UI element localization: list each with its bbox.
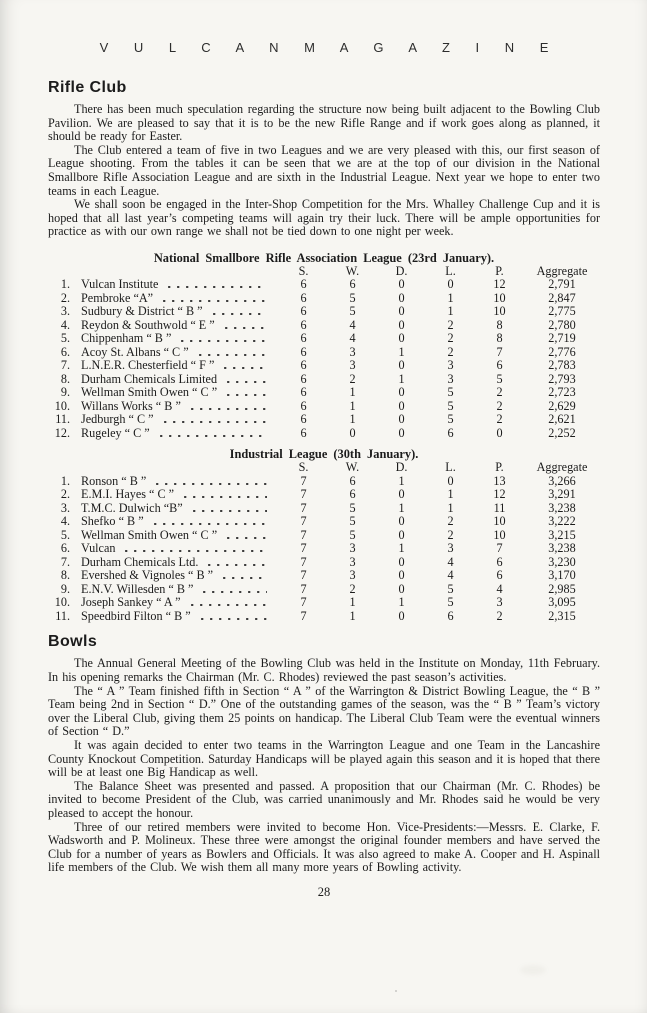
rifle-club-heading: Rifle Club <box>48 79 127 96</box>
column-header-shot: S. <box>298 460 309 475</box>
row-team-name: Wellman Smith Owen “ C ” <box>81 385 218 400</box>
row-lost: 1 <box>447 500 454 515</box>
row-won: 5 <box>349 290 356 305</box>
row-drawn: 0 <box>398 277 405 292</box>
row-drawn: 1 <box>398 344 405 359</box>
row-aggregate: 3,095 <box>548 595 576 610</box>
row-won: 1 <box>349 385 356 400</box>
dot-leader <box>225 327 267 329</box>
dot-leader <box>156 483 267 485</box>
row-lost: 3 <box>447 541 454 556</box>
row-team-name: Sudbury & District “ B ” <box>81 304 203 319</box>
industrial-table-body <box>48 475 600 624</box>
dot-leader <box>227 537 267 539</box>
row-aggregate: 3,266 <box>548 473 576 488</box>
table-row <box>48 346 600 360</box>
row-points: 4 <box>496 581 503 596</box>
row-drawn: 0 <box>398 290 405 305</box>
row-won: 4 <box>349 331 356 346</box>
row-aggregate: 2,775 <box>548 304 576 319</box>
row-won: 1 <box>349 608 356 623</box>
row-won: 0 <box>349 425 356 440</box>
row-team-name: E.M.I. Hayes “ C ” <box>81 487 175 502</box>
row-team-name: Pembroke “A” <box>81 290 154 305</box>
row-team-name: L.N.E.R. Chesterfield “ F ” <box>81 358 215 373</box>
table-row <box>48 292 600 306</box>
row-aggregate: 2,621 <box>548 412 576 427</box>
table-row <box>48 400 600 414</box>
row-points: 10 <box>493 527 506 542</box>
row-aggregate: 3,238 <box>548 500 576 515</box>
table-row <box>48 488 600 502</box>
row-rank: 3. <box>60 500 70 515</box>
bowls-paragraph: The Balance Sheet was presented and passed. A proposition that our Chairman (Mr. C. Rhodes) be invited to become President of the Club, was carried unanimously and Mr. Rhodes said he would be very pleased to accept the honour. <box>48 778 600 820</box>
dot-leader <box>224 367 267 369</box>
row-aggregate: 2,791 <box>548 277 576 292</box>
row-shot: 7 <box>300 595 307 610</box>
row-aggregate: 2,793 <box>548 371 576 386</box>
dot-leader <box>125 550 267 552</box>
row-won: 3 <box>349 344 356 359</box>
row-points: 6 <box>496 358 503 373</box>
rifle-club-paragraph: The Club entered a team of five in two Leagues and we are very pleased with this, our first season of League shooting. From the tables it can be seen that we are at the top of our division in the National Smallbore Rifle Association League and are sixth in the Industrial League. Next year we hope to enter two teams in each League. <box>48 142 600 198</box>
row-shot: 6 <box>300 304 307 319</box>
row-won: 1 <box>349 398 356 413</box>
column-header-points: P. <box>495 263 504 278</box>
row-lost: 1 <box>447 487 454 502</box>
row-lost: 2 <box>447 317 454 332</box>
row-won: 1 <box>349 412 356 427</box>
row-won: 2 <box>349 371 356 386</box>
row-shot: 6 <box>300 277 307 292</box>
row-won: 5 <box>349 527 356 542</box>
row-points: 7 <box>496 541 503 556</box>
row-won: 2 <box>349 581 356 596</box>
row-rank: 6. <box>60 344 70 359</box>
row-shot: 7 <box>300 527 307 542</box>
row-lost: 3 <box>447 371 454 386</box>
table-row <box>48 569 600 583</box>
row-shot: 7 <box>300 608 307 623</box>
row-team-name: Rugeley “ C ” <box>81 425 150 440</box>
row-team-name: Willans Works “ B ” <box>81 398 181 413</box>
row-aggregate: 2,315 <box>548 608 576 623</box>
dot-leader <box>181 340 267 342</box>
row-points: 2 <box>496 608 503 623</box>
row-points: 6 <box>496 568 503 583</box>
row-points: 2 <box>496 398 503 413</box>
dot-leader <box>213 313 267 315</box>
industrial-table-title: Industrial League (30th January). <box>229 447 419 462</box>
row-points: 6 <box>496 554 503 569</box>
row-points: 3 <box>496 595 503 610</box>
row-lost: 0 <box>447 277 454 292</box>
row-rank: 9. <box>60 385 70 400</box>
row-rank: 2. <box>60 290 70 305</box>
table-row <box>48 305 600 319</box>
dot-leader <box>199 354 267 356</box>
industrial-table-header <box>48 461 600 475</box>
row-won: 3 <box>349 568 356 583</box>
row-team-name: Joseph Sankey “ A ” <box>81 595 181 610</box>
dot-leader <box>191 604 267 606</box>
table-row <box>48 583 600 597</box>
column-header-won: W. <box>345 460 360 475</box>
row-lost: 0 <box>447 473 454 488</box>
row-team-name: Evershed & Vignoles “ B ” <box>81 568 214 583</box>
row-aggregate: 2,629 <box>548 398 576 413</box>
row-team-name: Reydon & Southwold “ E ” <box>81 317 215 332</box>
row-shot: 7 <box>300 473 307 488</box>
table-row <box>48 515 600 529</box>
nsra-table-body <box>48 278 600 440</box>
dot-leader <box>193 510 267 512</box>
row-rank: 6. <box>60 541 70 556</box>
row-aggregate: 3,291 <box>548 487 576 502</box>
row-lost: 1 <box>447 304 454 319</box>
row-shot: 7 <box>300 554 307 569</box>
row-team-name: Vulcan Institute <box>81 277 159 292</box>
row-drawn: 1 <box>398 371 405 386</box>
row-won: 5 <box>349 514 356 529</box>
row-shot: 7 <box>300 581 307 596</box>
row-team-name: Chippenham “ B ” <box>81 331 172 346</box>
row-rank: 12. <box>54 425 70 440</box>
row-drawn: 0 <box>398 358 405 373</box>
row-drawn: 0 <box>398 412 405 427</box>
row-rank: 10. <box>54 398 70 413</box>
row-shot: 6 <box>300 331 307 346</box>
row-won: 4 <box>349 317 356 332</box>
bowls-heading: Bowls <box>48 633 98 651</box>
row-rank: 8. <box>60 371 70 386</box>
row-points: 13 <box>493 473 506 488</box>
column-header-lost: L. <box>445 263 456 278</box>
row-aggregate: 2,719 <box>548 331 576 346</box>
row-rank: 11. <box>55 412 70 427</box>
column-header-drawn: D. <box>395 460 408 475</box>
row-rank: 1. <box>60 277 70 292</box>
row-points: 11 <box>493 500 506 515</box>
column-header-drawn: D. <box>395 263 408 278</box>
row-drawn: 0 <box>398 608 405 623</box>
bowls-paragraph: It was again decided to enter two teams in the Warrington League and one Team in the Lancashire County Knockout Competition. Saturday Handicaps will be played again this season and it is hoped that there will be at least one Big Handicap as well. <box>48 738 600 780</box>
row-team-name: Speedbird Filton “ B ” <box>81 608 191 623</box>
nsra-league-table <box>48 251 600 441</box>
row-rank: 7. <box>60 358 70 373</box>
table-row <box>48 278 600 292</box>
table-row <box>48 502 600 516</box>
row-shot: 7 <box>300 568 307 583</box>
column-header-aggregate: Aggregate <box>536 263 588 278</box>
row-aggregate: 2,847 <box>548 290 576 305</box>
column-header-shot: S. <box>298 263 309 278</box>
row-shot: 6 <box>300 412 307 427</box>
scan-artifact <box>395 990 397 992</box>
row-drawn: 0 <box>398 385 405 400</box>
row-shot: 6 <box>300 398 307 413</box>
row-points: 5 <box>496 371 503 386</box>
table-row <box>48 610 600 624</box>
row-shot: 6 <box>300 385 307 400</box>
row-won: 6 <box>349 277 356 292</box>
row-won: 5 <box>349 304 356 319</box>
magazine-masthead: V U L C A N M A G A Z I N E <box>99 40 560 55</box>
nsra-table-title: National Smallbore Rifle Association League (23rd January). <box>153 250 495 265</box>
row-points: 10 <box>493 304 506 319</box>
row-shot: 6 <box>300 317 307 332</box>
row-aggregate: 2,776 <box>548 344 576 359</box>
row-won: 6 <box>349 487 356 502</box>
row-rank: 2. <box>60 487 70 502</box>
row-won: 3 <box>349 554 356 569</box>
row-drawn: 0 <box>398 514 405 529</box>
dot-leader <box>227 381 267 383</box>
row-drawn: 0 <box>398 487 405 502</box>
dot-leader <box>163 300 267 302</box>
row-team-name: Durham Chemicals Ltd. <box>81 554 199 569</box>
dot-leader <box>227 394 267 396</box>
row-rank: 4. <box>60 317 70 332</box>
row-aggregate: 3,230 <box>548 554 576 569</box>
row-shot: 6 <box>300 358 307 373</box>
row-aggregate: 2,780 <box>548 317 576 332</box>
row-drawn: 0 <box>398 331 405 346</box>
row-points: 2 <box>496 412 503 427</box>
row-won: 6 <box>349 473 356 488</box>
row-drawn: 0 <box>398 581 405 596</box>
row-rank: 3. <box>60 304 70 319</box>
row-shot: 6 <box>300 371 307 386</box>
column-header-won: W. <box>345 263 360 278</box>
row-lost: 6 <box>447 608 454 623</box>
row-team-name: Jedburgh “ C ” <box>81 412 154 427</box>
row-drawn: 0 <box>398 527 405 542</box>
row-lost: 6 <box>447 425 454 440</box>
row-points: 2 <box>496 385 503 400</box>
row-lost: 2 <box>447 344 454 359</box>
row-lost: 2 <box>447 527 454 542</box>
row-shot: 7 <box>300 514 307 529</box>
row-points: 12 <box>493 487 506 502</box>
row-lost: 5 <box>447 412 454 427</box>
row-drawn: 1 <box>398 541 405 556</box>
row-won: 5 <box>349 500 356 515</box>
dot-leader <box>160 435 267 437</box>
row-shot: 7 <box>300 541 307 556</box>
row-aggregate: 3,215 <box>548 527 576 542</box>
table-row <box>48 427 600 441</box>
row-rank: 11. <box>55 608 70 623</box>
row-shot: 6 <box>300 344 307 359</box>
row-team-name: Shefko “ B ” <box>81 514 144 529</box>
row-drawn: 1 <box>398 500 405 515</box>
row-won: 3 <box>349 541 356 556</box>
row-rank: 5. <box>60 527 70 542</box>
dot-leader <box>191 408 267 410</box>
table-row <box>48 319 600 333</box>
table-row <box>48 556 600 570</box>
table-row <box>48 596 600 610</box>
row-aggregate: 3,170 <box>548 568 576 583</box>
bowls-paragraph: The Annual General Meeting of the Bowling Club was held in the Institute on Monday, 11th February. In his opening remarks the Chairman (Mr. C. Rhodes) reviewed the past season’s activities. <box>48 656 600 685</box>
row-points: 10 <box>493 514 506 529</box>
table-row <box>48 359 600 373</box>
row-points: 10 <box>493 290 506 305</box>
row-shot: 7 <box>300 487 307 502</box>
row-won: 3 <box>349 358 356 373</box>
dot-leader <box>223 577 267 579</box>
row-rank: 7. <box>60 554 70 569</box>
row-drawn: 0 <box>398 568 405 583</box>
row-rank: 4. <box>60 514 70 529</box>
row-lost: 3 <box>447 358 454 373</box>
row-lost: 4 <box>447 554 454 569</box>
table-row <box>48 386 600 400</box>
row-shot: 7 <box>300 500 307 515</box>
page-number: 28 <box>317 884 331 899</box>
row-aggregate: 3,222 <box>548 514 576 529</box>
table-row <box>48 529 600 543</box>
row-rank: 9. <box>60 581 70 596</box>
row-lost: 5 <box>447 581 454 596</box>
row-lost: 1 <box>447 290 454 305</box>
row-drawn: 0 <box>398 398 405 413</box>
row-team-name: Wellman Smith Owen “ C ” <box>81 527 218 542</box>
dot-leader <box>184 496 267 498</box>
row-shot: 6 <box>300 290 307 305</box>
nsra-table-header <box>48 265 600 279</box>
table-row <box>48 373 600 387</box>
row-drawn: 0 <box>398 317 405 332</box>
row-won: 1 <box>349 595 356 610</box>
row-team-name: T.M.C. Dulwich “B” <box>81 500 183 515</box>
dot-leader <box>154 523 267 525</box>
row-team-name: E.N.V. Willesden “ B ” <box>81 581 194 596</box>
row-aggregate: 2,723 <box>548 385 576 400</box>
row-team-name: Vulcan <box>81 541 116 556</box>
row-aggregate: 2,783 <box>548 358 576 373</box>
row-points: 8 <box>496 331 503 346</box>
row-points: 8 <box>496 317 503 332</box>
bowls-paragraph: Three of our retired members were invited to become Hon. Vice-Presidents:—Messrs. E. Clarke, F. Wadsworth and P. Molineux. These three were amongst the original founder members and have served the Club for a number of years as Bowlers and Officials. It was also agreed to make A. Cooper and H. Aspinall life members of the Club. We wish them all many more years of Bowling activity. <box>48 819 600 875</box>
row-aggregate: 2,252 <box>548 425 576 440</box>
row-points: 12 <box>493 277 506 292</box>
table-row <box>48 332 600 346</box>
rifle-club-paragraph: There has been much speculation regarding the structure now being built adjacent to the Bowling Club Pavilion. We are pleased to say that it is to be the new Rifle Range and if work goes along as planned, it should be ready for Easter. <box>48 102 600 144</box>
dot-leader <box>164 421 267 423</box>
dot-leader <box>168 286 267 288</box>
dot-leader <box>208 564 267 566</box>
row-points: 0 <box>496 425 503 440</box>
table-row <box>48 413 600 427</box>
row-lost: 5 <box>447 385 454 400</box>
row-shot: 6 <box>300 425 307 440</box>
row-drawn: 0 <box>398 554 405 569</box>
row-rank: 10. <box>54 595 70 610</box>
row-rank: 1. <box>60 473 70 488</box>
table-row <box>48 475 600 489</box>
row-lost: 5 <box>447 595 454 610</box>
row-lost: 5 <box>447 398 454 413</box>
scan-artifact <box>520 965 546 975</box>
row-team-name: Acoy St. Albans “ C ” <box>81 344 189 359</box>
column-header-aggregate: Aggregate <box>536 460 588 475</box>
bowls-paragraph: The “ A ” Team finished fifth in Section “ A ” of the Warrington & District Bowling League, the “ B ” Team being 2nd in Section “ D.” One of the outstanding games of the season, was the “ B ” Team’s victory over the Liberal Club, giving them 25 points on handicap. The Liberal Club Team were the eventual winners of Section “ D.” <box>48 683 600 739</box>
row-points: 7 <box>496 344 503 359</box>
column-header-points: P. <box>495 460 504 475</box>
row-drawn: 1 <box>398 473 405 488</box>
row-drawn: 0 <box>398 425 405 440</box>
row-team-name: Durham Chemicals Limited <box>81 371 218 386</box>
row-lost: 2 <box>447 514 454 529</box>
industrial-league-table <box>48 447 600 623</box>
column-header-lost: L. <box>445 460 456 475</box>
row-aggregate: 3,238 <box>548 541 576 556</box>
rifle-club-paragraph: We shall soon be engaged in the Inter-Shop Competition for the Mrs. Whalley Challenge Cup and it is hoped that all last year’s competing teams will again try their luck. There will be ample opportunities for practice as with our own range we shall not be tied down to one night per week. <box>48 197 600 239</box>
dot-leader <box>201 618 267 620</box>
row-rank: 5. <box>60 331 70 346</box>
row-drawn: 0 <box>398 304 405 319</box>
row-aggregate: 2,985 <box>548 581 576 596</box>
dot-leader <box>203 591 267 593</box>
row-rank: 8. <box>60 568 70 583</box>
table-row <box>48 542 600 556</box>
row-drawn: 1 <box>398 595 405 610</box>
row-team-name: Ronson “ B ” <box>81 473 147 488</box>
row-lost: 4 <box>447 568 454 583</box>
row-lost: 2 <box>447 331 454 346</box>
